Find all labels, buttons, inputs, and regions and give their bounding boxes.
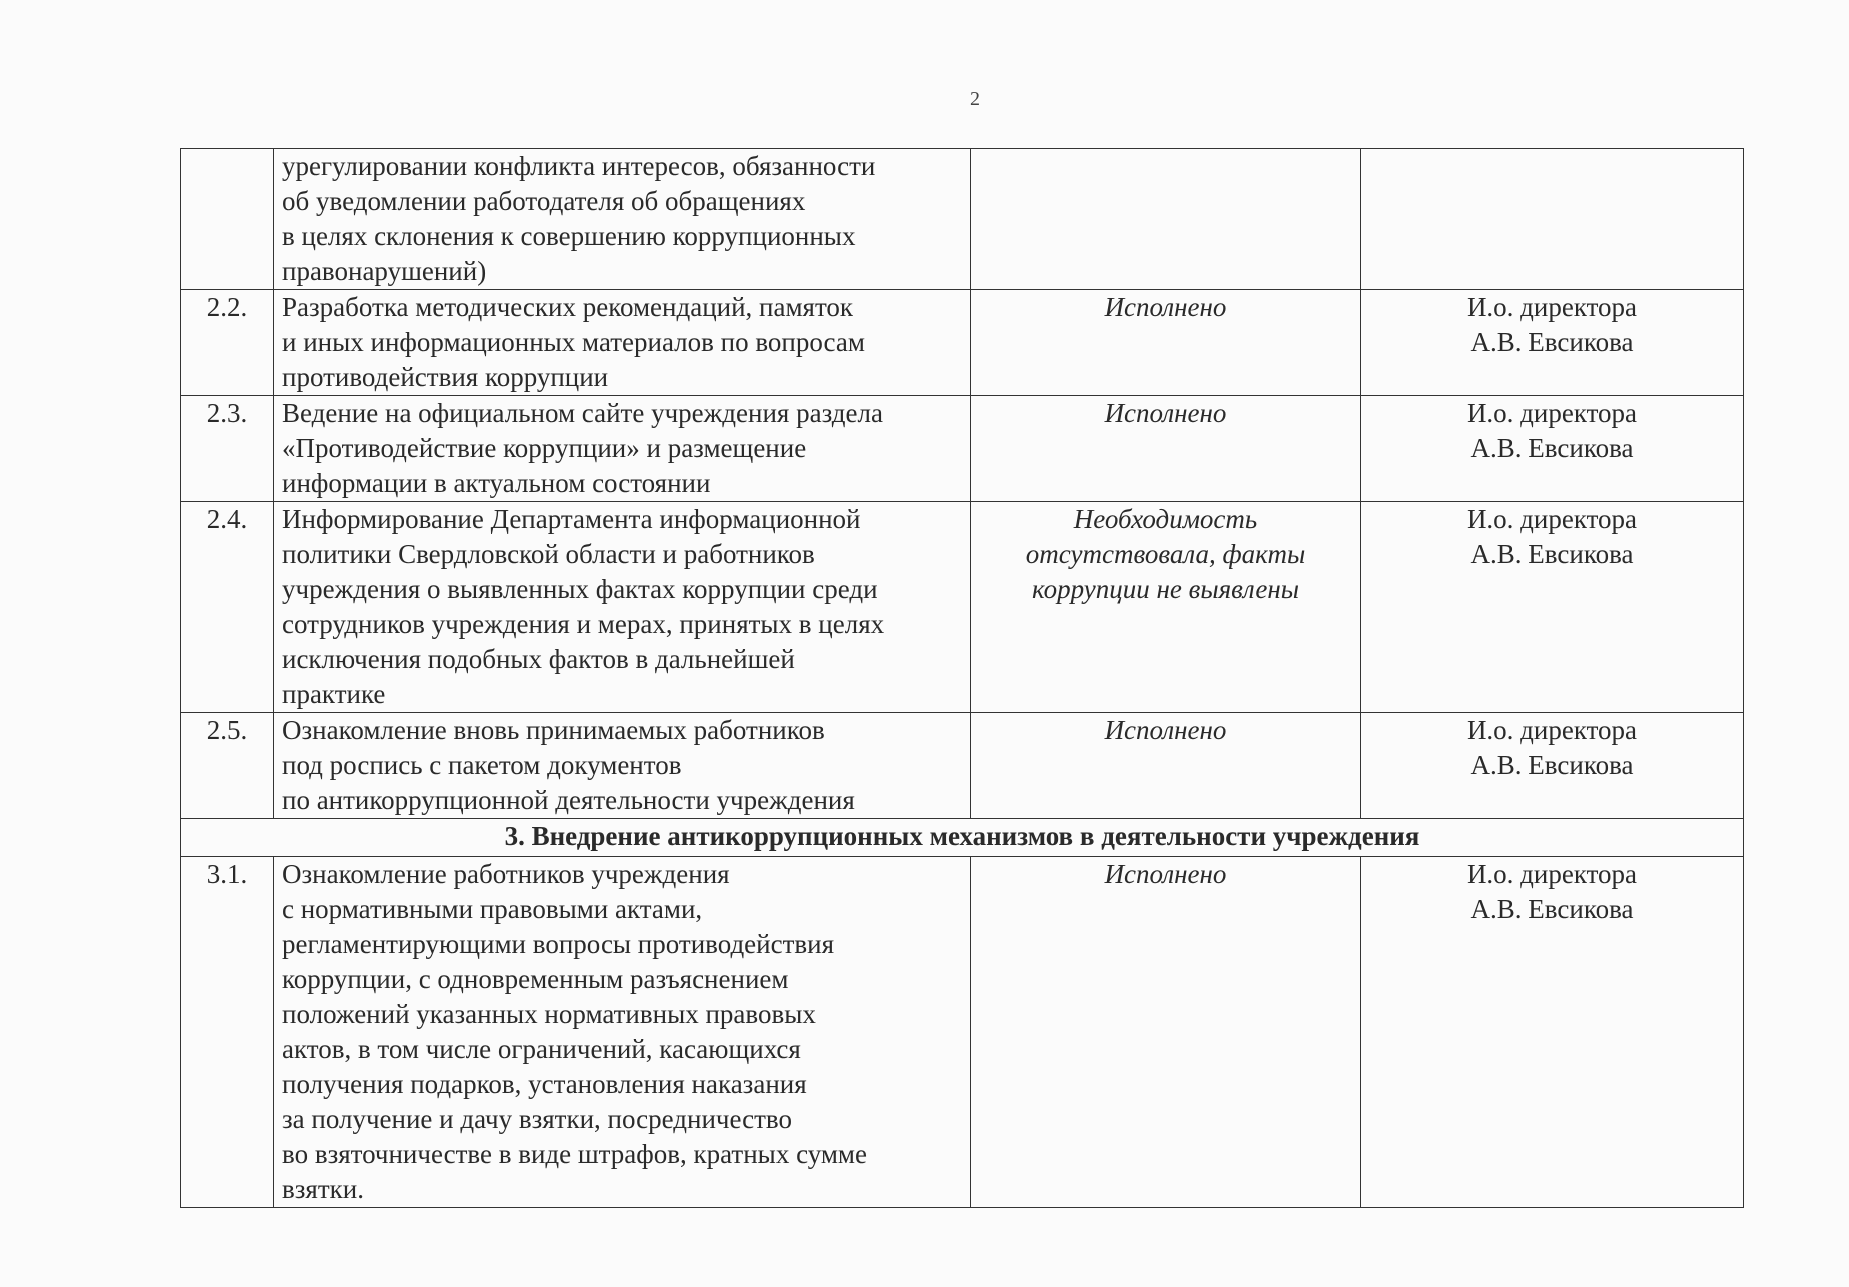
status-line: коррупции не выявлены bbox=[1032, 574, 1299, 604]
responsible-name: А.В. Евсикова bbox=[1470, 433, 1634, 463]
item-number bbox=[181, 149, 274, 290]
item-description bbox=[274, 502, 971, 713]
description-line: Разработка методических рекомендаций, памяток bbox=[282, 292, 854, 322]
page-number: 2 bbox=[970, 88, 980, 110]
status-line: Необходимость bbox=[1073, 504, 1258, 534]
item-description bbox=[274, 149, 971, 290]
table-row bbox=[181, 857, 1744, 1208]
description-line: Информирование Департамента информационной bbox=[282, 504, 861, 534]
item-number: 2.5. bbox=[181, 713, 274, 819]
description-line: политики Свердловской области и работников bbox=[282, 539, 815, 569]
description-line: и иных информационных материалов по вопросам bbox=[282, 327, 865, 357]
responsible-position: И.о. директора bbox=[1466, 398, 1638, 428]
description-line: об уведомлении работодателя об обращениях bbox=[282, 186, 806, 216]
table-row bbox=[181, 713, 1744, 819]
responsible-position: И.о. директора bbox=[1466, 292, 1638, 322]
description-line: Ознакомление вновь принимаемых работников bbox=[282, 715, 825, 745]
description-line: регламентирующими вопросы противодействия bbox=[282, 929, 835, 959]
responsible-position: И.о. директора bbox=[1466, 859, 1638, 889]
item-status bbox=[971, 149, 1361, 290]
description-line: сотрудников учреждения и мерах, принятых в целях bbox=[282, 609, 885, 639]
item-number: 2.2. bbox=[181, 290, 274, 396]
status-line: Исполнено bbox=[1104, 715, 1227, 745]
item-status bbox=[971, 502, 1361, 713]
item-responsible bbox=[1361, 713, 1744, 819]
description-line: во взяточничестве в виде штрафов, кратных сумме bbox=[282, 1139, 867, 1169]
responsible-name: А.В. Евсикова bbox=[1470, 327, 1634, 357]
section-row bbox=[181, 819, 1744, 857]
responsible-name: А.В. Евсикова bbox=[1470, 894, 1634, 924]
description-line: исключения подобных фактов в дальнейшей bbox=[282, 644, 795, 674]
description-line: с нормативными правовыми актами, bbox=[282, 894, 703, 924]
item-responsible bbox=[1361, 290, 1744, 396]
description-line: учреждения о выявленных фактах коррупции среди bbox=[282, 574, 878, 604]
table-row bbox=[181, 290, 1744, 396]
item-description bbox=[274, 713, 971, 819]
table-row bbox=[181, 502, 1744, 713]
description-line: «Противодействие коррупции» и размещение bbox=[282, 433, 807, 463]
table-row bbox=[181, 149, 1744, 290]
description-line: актов, в том числе ограничений, касающихся bbox=[282, 1034, 801, 1064]
item-status bbox=[971, 857, 1361, 1208]
description-line: информации в актуальном состоянии bbox=[282, 468, 711, 498]
section-heading: 3. Внедрение антикоррупционных механизмов в деятельности учреждения bbox=[181, 819, 1744, 857]
description-line: за получение и дачу взятки, посредничество bbox=[282, 1104, 792, 1134]
responsible-position: И.о. директора bbox=[1466, 715, 1638, 745]
item-description bbox=[274, 396, 971, 502]
description-line: урегулировании конфликта интересов, обязанности bbox=[282, 151, 876, 181]
description-line: правонарушений) bbox=[282, 256, 487, 286]
table-row bbox=[181, 396, 1744, 502]
item-status bbox=[971, 713, 1361, 819]
item-status bbox=[971, 290, 1361, 396]
status-line: Исполнено bbox=[1104, 398, 1227, 428]
item-responsible bbox=[1361, 396, 1744, 502]
item-responsible bbox=[1361, 502, 1744, 713]
item-status bbox=[971, 396, 1361, 502]
description-line: взятки. bbox=[282, 1174, 364, 1204]
description-line: противодействия коррупции bbox=[282, 362, 609, 392]
status-line: Исполнено bbox=[1104, 292, 1227, 322]
item-description bbox=[274, 290, 971, 396]
responsible-position: И.о. директора bbox=[1466, 504, 1638, 534]
item-number: 3.1. bbox=[181, 857, 274, 1208]
description-line: под роспись с пакетом документов bbox=[282, 750, 682, 780]
description-line: коррупции, с одновременным разъяснением bbox=[282, 964, 789, 994]
status-line: Исполнено bbox=[1104, 859, 1227, 889]
item-number: 2.4. bbox=[181, 502, 274, 713]
description-line: по антикоррупционной деятельности учреждения bbox=[282, 785, 855, 815]
description-line: Ознакомление работников учреждения bbox=[282, 859, 730, 889]
action-plan-table bbox=[180, 148, 1744, 1208]
item-responsible bbox=[1361, 857, 1744, 1208]
responsible-name: А.В. Евсикова bbox=[1470, 750, 1634, 780]
status-line: отсутствовала, факты bbox=[1025, 539, 1306, 569]
description-line: получения подарков, установления наказания bbox=[282, 1069, 807, 1099]
description-line: в целях склонения к совершению коррупционных bbox=[282, 221, 856, 251]
item-description bbox=[274, 857, 971, 1208]
item-responsible bbox=[1361, 149, 1744, 290]
description-line: положений указанных нормативных правовых bbox=[282, 999, 816, 1029]
description-line: Ведение на официальном сайте учреждения раздела bbox=[282, 398, 883, 428]
responsible-name: А.В. Евсикова bbox=[1470, 539, 1634, 569]
item-number: 2.3. bbox=[181, 396, 274, 502]
description-line: практике bbox=[282, 679, 386, 709]
